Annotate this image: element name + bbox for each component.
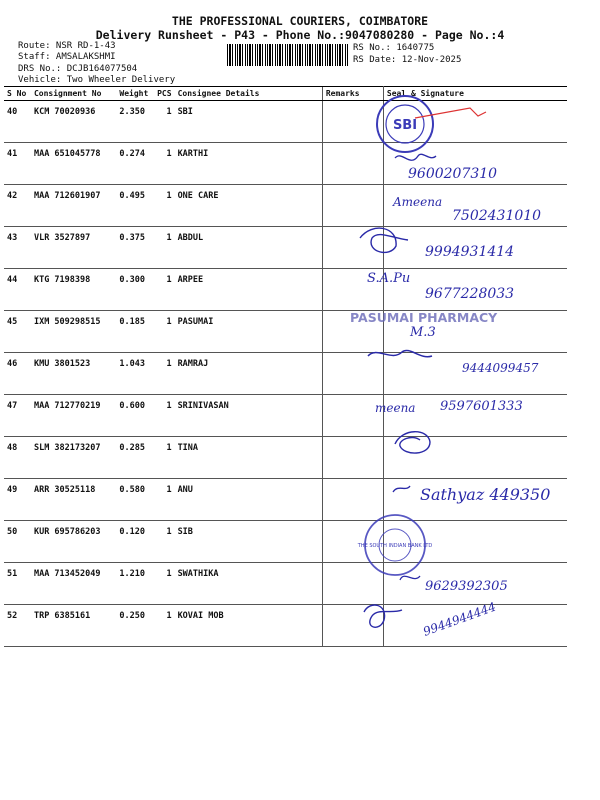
row-weight: 0.495: [116, 185, 154, 227]
drs-label: DRS No.: DCJB164077504: [18, 64, 138, 74]
row-sno: 52: [4, 605, 31, 647]
table-row: [4, 185, 567, 227]
col-pcs: PCS: [154, 87, 174, 101]
pharmacy-stamp: PASUMAI PHARMACY: [350, 310, 498, 325]
row-consignment-no: MAA 651045778: [31, 143, 116, 185]
row-weight: 0.600: [116, 395, 154, 437]
row-sno: 47: [4, 395, 31, 437]
row-remarks: [322, 227, 383, 269]
row-pcs: 1: [154, 185, 174, 227]
row-sno: 44: [4, 269, 31, 311]
name-42: Ameena: [393, 195, 443, 209]
company-title: THE PROFESSIONAL COURIERS, COIMBATORE: [171, 14, 429, 28]
row-signature: [383, 269, 567, 311]
row-signature: [383, 227, 567, 269]
row-consignment-no: KMU 3801523: [31, 353, 116, 395]
row-consignee: TINA: [175, 437, 323, 479]
row-consignee: ABDUL: [175, 227, 323, 269]
phone-42: 7502431010: [452, 208, 542, 224]
col-consignee: Consignee Details: [175, 87, 323, 101]
row-weight: 0.120: [116, 521, 154, 563]
table-row: [4, 563, 567, 605]
rs-number: RS No.: 1640775: [353, 43, 435, 53]
table-row: [4, 353, 567, 395]
row-sno: 40: [4, 101, 31, 143]
row-consignee: KARTHI: [175, 143, 323, 185]
row-pcs: 1: [154, 437, 174, 479]
row-consignment-no: IXM 509298515: [31, 311, 116, 353]
name-44: S.A.Pu: [367, 271, 411, 286]
row-signature: [383, 311, 567, 353]
col-consignment: Consignment No: [31, 87, 116, 101]
row-consignee: ARPEE: [175, 269, 323, 311]
row-remarks: [322, 521, 383, 563]
row-remarks: [322, 563, 383, 605]
row-sno: 41: [4, 143, 31, 185]
row-sno: 51: [4, 563, 31, 605]
row-consignee: ONE CARE: [175, 185, 323, 227]
row-consignment-no: VLR 3527897: [31, 227, 116, 269]
row-weight: 0.250: [116, 605, 154, 647]
row-remarks: [322, 395, 383, 437]
row-consignee: SWATHIKA: [175, 563, 323, 605]
row-remarks: [322, 143, 383, 185]
row-consignee: PASUMAI: [175, 311, 323, 353]
table-row: [4, 395, 567, 437]
row-pcs: 1: [154, 101, 174, 143]
table-header-row: [4, 87, 567, 101]
row-remarks: [322, 437, 383, 479]
row-signature: [383, 563, 567, 605]
row-signature: [383, 437, 567, 479]
row-pcs: 1: [154, 269, 174, 311]
phone-46: 9444099457: [462, 361, 539, 375]
phone-43: 9994931414: [425, 244, 515, 260]
col-signature: Seal & Signature: [383, 87, 567, 101]
row-signature: [383, 101, 567, 143]
table-row: [4, 311, 567, 353]
row-remarks: [322, 101, 383, 143]
vehicle-label: Vehicle: Two Wheeler Delivery: [18, 75, 176, 85]
table-row: [4, 521, 567, 563]
staff-label: Staff: AMSALAKSHMI: [18, 52, 116, 62]
row-sno: 50: [4, 521, 31, 563]
row-remarks: [322, 605, 383, 647]
phone-41: 9600207310: [408, 166, 498, 182]
row-signature: [383, 395, 567, 437]
row-consignment-no: MAA 713452049: [31, 563, 116, 605]
row-pcs: 1: [154, 395, 174, 437]
row-remarks: [322, 185, 383, 227]
row-signature: [383, 605, 567, 647]
row-pcs: 1: [154, 227, 174, 269]
sib-stamp-text: THE SOUTH INDIAN BANK LTD: [357, 543, 433, 549]
row-weight: 1.043: [116, 353, 154, 395]
phone-47: 9597601333: [440, 399, 523, 414]
row-consignment-no: MAA 712770219: [31, 395, 116, 437]
row-consignee: KOVAI MOB: [175, 605, 323, 647]
row-signature: [383, 143, 567, 185]
row-consignee: SRINIVASAN: [175, 395, 323, 437]
table-row: [4, 269, 567, 311]
row-signature: [383, 479, 567, 521]
signature-49: Sathyaz 449350: [420, 485, 551, 504]
runsheet-subtitle: Delivery Runsheet - P43 - Phone No.:9047080280 - Page No.:4: [95, 28, 505, 42]
row-signature: [383, 521, 567, 563]
row-pcs: 1: [154, 605, 174, 647]
row-consignment-no: KTG 7198398: [31, 269, 116, 311]
row-consignment-no: TRP 6385161: [31, 605, 116, 647]
row-pcs: 1: [154, 311, 174, 353]
row-pcs: 1: [154, 143, 174, 185]
col-remarks: Remarks: [322, 87, 383, 101]
row-consignment-no: MAA 712601907: [31, 185, 116, 227]
row-consignee: SIB: [175, 521, 323, 563]
col-weight: Weight: [116, 87, 154, 101]
row-pcs: 1: [154, 479, 174, 521]
row-remarks: [322, 479, 383, 521]
sbi-stamp-text: SBI: [392, 118, 418, 133]
row-remarks: [322, 353, 383, 395]
row-consignment-no: ARR 30525118: [31, 479, 116, 521]
row-weight: 1.210: [116, 563, 154, 605]
sig-45: M.3: [410, 325, 436, 340]
table-row: [4, 605, 567, 647]
row-consignment-no: KUR 695786203: [31, 521, 116, 563]
phone-44: 9677228033: [425, 286, 515, 302]
table-row: [4, 101, 567, 143]
rs-date: RS Date: 12-Nov-2025: [353, 55, 462, 65]
row-pcs: 1: [154, 563, 174, 605]
row-sno: 45: [4, 311, 31, 353]
row-remarks: [322, 269, 383, 311]
table-row: [4, 143, 567, 185]
col-sno: S No: [4, 87, 31, 101]
row-sno: 43: [4, 227, 31, 269]
phone-52: 9944944444: [421, 599, 498, 639]
row-weight: 0.375: [116, 227, 154, 269]
row-consignee: SBI: [175, 101, 323, 143]
barcode: [227, 44, 349, 66]
table-row: [4, 479, 567, 521]
row-remarks: [322, 311, 383, 353]
table-row: [4, 437, 567, 479]
row-signature: [383, 185, 567, 227]
row-consignee: RAMRAJ: [175, 353, 323, 395]
row-pcs: 1: [154, 353, 174, 395]
row-weight: 0.274: [116, 143, 154, 185]
row-signature: [383, 353, 567, 395]
table-row: [4, 227, 567, 269]
row-weight: 0.285: [116, 437, 154, 479]
name-47: meena: [375, 401, 416, 415]
route-label: Route: NSR RD-1-43: [18, 41, 116, 51]
row-consignee: ANU: [175, 479, 323, 521]
row-sno: 49: [4, 479, 31, 521]
row-consignment-no: KCM 70020936: [31, 101, 116, 143]
row-weight: 0.300: [116, 269, 154, 311]
row-weight: 0.580: [116, 479, 154, 521]
row-consignment-no: SLM 382173207: [31, 437, 116, 479]
row-sno: 46: [4, 353, 31, 395]
row-weight: 2.350: [116, 101, 154, 143]
row-pcs: 1: [154, 521, 174, 563]
row-sno: 48: [4, 437, 31, 479]
row-weight: 0.185: [116, 311, 154, 353]
row-sno: 42: [4, 185, 31, 227]
runsheet-table: [4, 86, 567, 647]
phone-51: 9629392305: [425, 579, 508, 594]
